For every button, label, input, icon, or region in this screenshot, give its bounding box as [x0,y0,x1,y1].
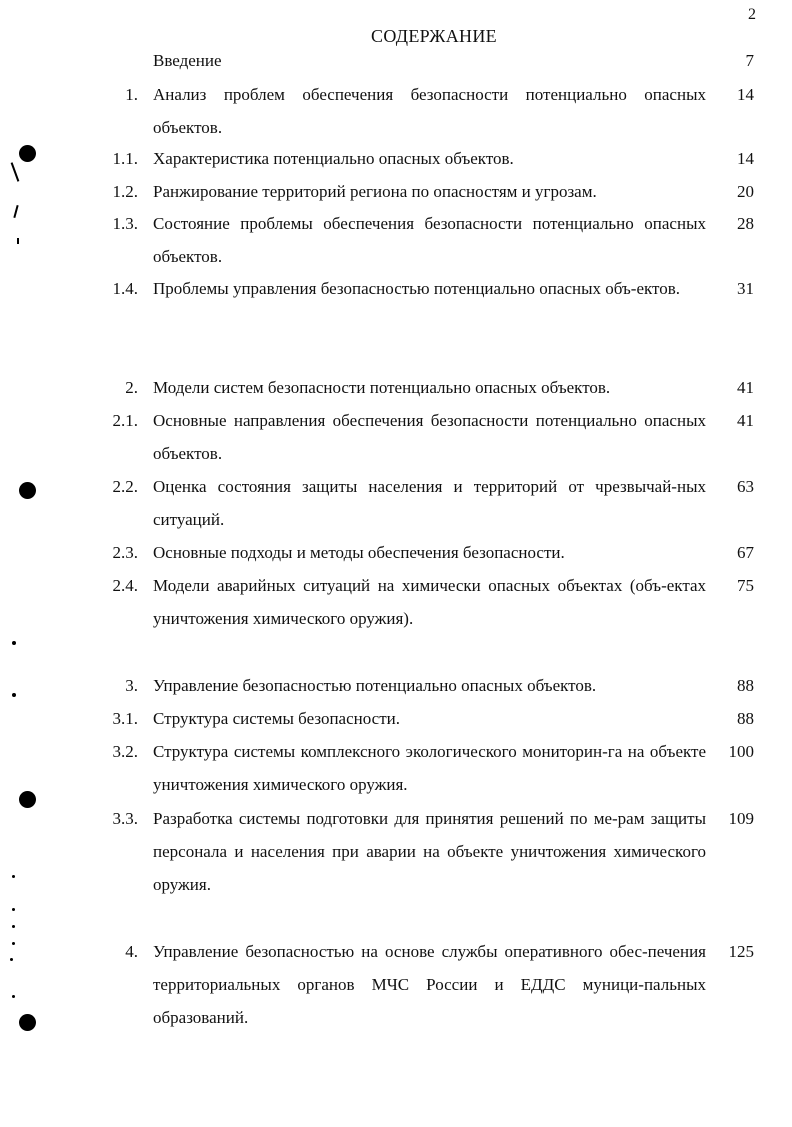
binder-hole-mark [19,791,36,808]
entry-number: 1.2. [112,182,138,201]
entry-text: Основные направления обеспечения безопасности потенциально опасных объектов. [153,411,706,463]
entry-number: 2.3. [112,543,138,562]
entry-page: 31 [737,279,754,298]
entry-text: Оценка состояния защиты населения и территорий от чрезвычай-ных ситуаций. [153,477,706,529]
entry-text: Управление безопасностью на основе службы оперативного обес-печения территориальных органов МЧС России и ЕДДС муници-пальных образований. [153,942,706,1027]
scan-speck [12,641,16,645]
scan-speck [12,875,15,878]
scan-speck [12,908,15,911]
scan-speck [13,205,18,218]
entry-page: 7 [745,51,754,70]
entry-number: 1.1. [112,149,138,168]
entry-page: 88 [737,676,754,695]
entry-number: 4. [125,942,138,961]
entry-text: Управление безопасностью потенциально опасных объектов. [153,676,597,695]
entry-number: 1. [125,85,138,104]
entry-text: Анализ проблем обеспечения безопасности потенциально опасных объектов. [153,85,706,137]
entry-text: Ранжирование территорий региона по опасностям и угрозам. [153,182,597,201]
entry-number: 1.4. [112,279,138,298]
entry-page: 100 [728,742,754,761]
entry-page: 14 [737,85,754,104]
scan-speck [11,162,20,181]
entry-number: 3.3. [112,809,138,828]
entry-page: 14 [737,149,754,168]
entry-text: Характеристика потенциально опасных объектов. [153,149,514,168]
entry-page: 63 [737,477,754,496]
entry-number: 3.2. [112,742,138,761]
binder-hole-mark [19,1014,36,1031]
entry-text: Введение [153,51,222,70]
entry-page: 28 [737,214,754,233]
binder-hole-mark [19,482,36,499]
entry-page: 20 [737,182,754,201]
entry-text: Структура системы комплексного экологического мониторин-га на объекте уничтожения химического оружия. [153,742,706,794]
entry-number: 1.3. [112,214,138,233]
entry-page: 125 [728,942,754,961]
entry-number: 3. [125,676,138,695]
entry-page: 75 [737,576,754,595]
entry-page: 41 [737,378,754,397]
scan-speck [10,958,13,961]
scan-speck [17,238,19,244]
scan-speck [12,693,16,697]
scan-speck [12,942,15,945]
entry-number: 3.1. [112,709,138,728]
entry-page: 109 [728,809,754,828]
entry-text: Модели систем безопасности потенциально опасных объектов. [153,378,611,397]
page-number: 2 [748,6,756,23]
entry-number: 2. [125,378,138,397]
toc-title: СОДЕРЖАНИЕ [371,26,497,46]
entry-text: Модели аварийных ситуаций на химически опасных объектах (объ-ектах уничтожения химического оружия). [153,576,706,628]
scan-speck [12,925,15,928]
binder-hole-mark [19,145,36,162]
entry-text: Проблемы управления безопасностью потенциально опасных объ-ектов. [153,279,680,298]
entry-text: Основные подходы и методы обеспечения безопасности. [153,543,565,562]
entry-page: 41 [737,411,754,430]
entry-number: 2.1. [112,411,138,430]
scan-speck [12,995,15,998]
entry-text: Состояние проблемы обеспечения безопасности потенциально опасных объектов. [153,214,706,266]
entry-page: 67 [737,543,754,562]
entry-number: 2.4. [112,576,138,595]
entry-page: 88 [737,709,754,728]
entry-text: Структура системы безопасности. [153,709,400,728]
entry-number: 2.2. [112,477,138,496]
entry-text: Разработка системы подготовки для принятия решений по ме-рам защиты персонала и населения при аварии на объекте уничтожения химического оружия. [153,809,706,894]
